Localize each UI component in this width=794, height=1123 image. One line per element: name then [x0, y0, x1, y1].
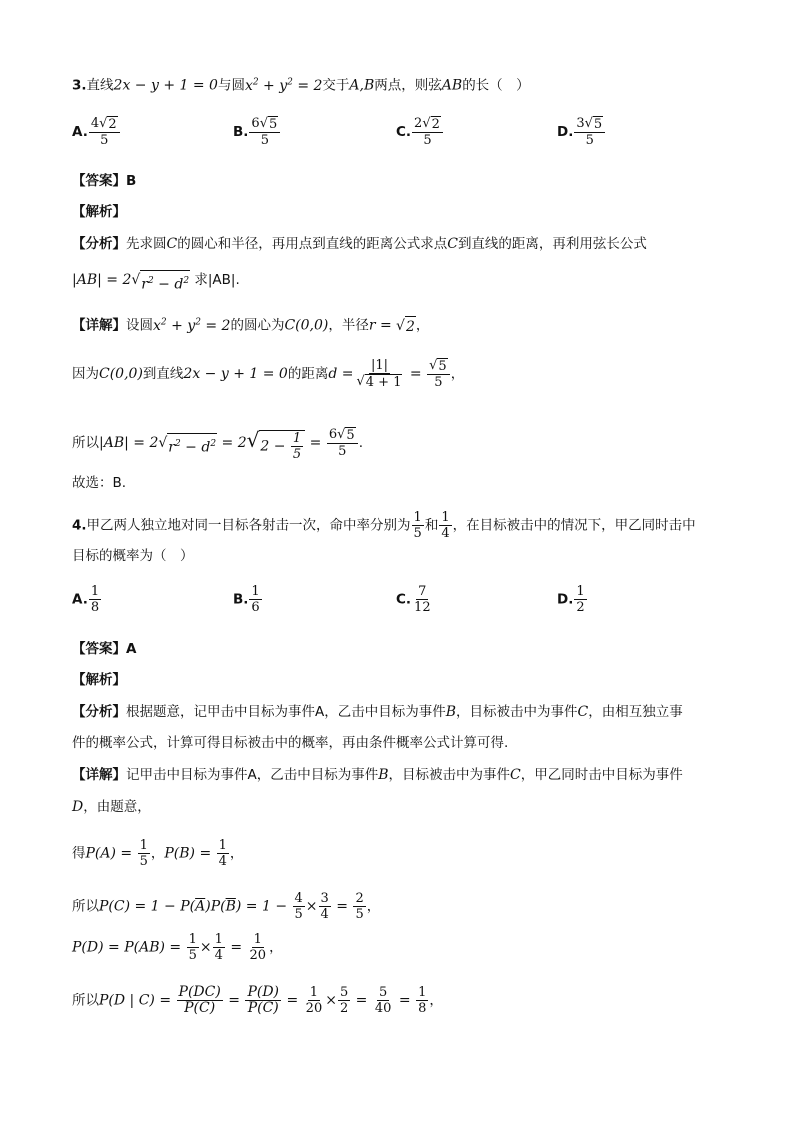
q4-fenxi-2: 件的概率公式，计算可得目标被击中的概率，再由条件概率公式计算可得. [72, 735, 509, 751]
q4-option-a: A. $\frac{1}{8}$ [72, 584, 100, 615]
q4-detail-5: P(D) = P(AB) = $\frac{1}{5}$ × $\frac{1}{4}$ = $\frac{1}{20}$ ， [72, 932, 283, 963]
q4-detail-1: 【详解】记甲击中目标为事件A，乙击中目标为事件B，目标被击中为事件C，甲乙同时击中目标为事件 [72, 767, 683, 783]
question-number: 4. [72, 517, 87, 534]
q4-answer: 【答案】A [72, 641, 137, 657]
q4-stem-line-1: 4.甲乙两人独立地对同一目标各射击一次，命中率分别为 $\frac{1}{5}$ 和 $\frac{1}{4}$ ，在目标被击中的情况下，甲乙同时击中 [72, 510, 696, 541]
q4-option-d: D. $\frac{1}{2}$ [557, 584, 585, 615]
q3-answer: 【答案】B [72, 173, 137, 189]
q4-detail-2: D，由题意， [72, 799, 151, 815]
q4-option-c: C. $\frac{7}{12}$ [396, 584, 431, 615]
q3-detail-1: 【详解】设圆$x^2 + y^2 = 2$的圆心为C(0,0)，半径r = √ 2 ， [72, 317, 430, 335]
q3-option-d: D. 3 √ 5 5 [557, 116, 606, 148]
q3-stem: 3.直线2x − y + 1 = 0与圆$x^2 + y^2 = 2$交于A,B两点，则弦AB的长（ ） [72, 77, 530, 94]
circle-equation: $x^2 + y^2 = 2$ [244, 77, 323, 94]
q4-fenxi-1: 【分析】根据题意，记甲击中目标为事件A，乙击中目标为事件B，目标被击中为事件C，由相互独立事 [72, 704, 683, 720]
question-number: 3. [72, 77, 87, 94]
q3-option-a: A. 4 √ 2 5 [72, 116, 121, 148]
q4-detail-6: 所以P(D | C) = $\frac{P(DC)}{P(C)}$ = $\frac{P(D)}{P(C)}$ = $\frac{1}{20}$ × $\frac{5}{2}$ = $\frac{5}{40}$ = $\frac{1}{8}$ ， [72, 984, 443, 1016]
q3-detail-3: 所以|AB| = 2 √ $r^2 - d^2$ = 2 √ 2 − $\frac{1}{5}$ = 6 √ 5 5 . [72, 427, 363, 462]
q4-detail-3: 得P(A) = $\frac{1}{5}$ ，P(B) = $\frac{1}{4}$ ， [72, 838, 244, 869]
q4-stem-line-2: 目标的概率为（ ） [72, 548, 194, 564]
q4-detail-4: 所以$P(C) = 1 - P(\overline{A})P(\overline{B}) = 1$ − $\frac{4}{5}$ × $\frac{3}{4}$ = $\frac{2}{5}$ ， [72, 891, 381, 922]
q3-detail-2: 因为C(0,0)到直线2x − y + 1 = 0的距离d = |1| √ 4 + 1 = √ 5 5 ， [72, 358, 465, 390]
line-equation: 2x − y + 1 = 0 [113, 77, 218, 94]
q3-fenxi: 【分析】先求圆C的圆心和半径，再用点到直线的距离公式求点C到直线的距离，再利用弦长公式 [72, 236, 647, 252]
q3-option-b: B. 6 √ 5 5 [233, 116, 281, 148]
q3-analysis-tag: 【解析】 [72, 204, 126, 220]
q3-option-c: C. 2 √ 2 5 [396, 116, 444, 148]
q3-chord-formula: |AB| = 2 √ $r^2 - d^2$ 求|AB|. [72, 272, 240, 293]
q4-option-b: B. $\frac{1}{6}$ [233, 584, 260, 615]
q3-conclusion: 故选：B. [72, 475, 127, 491]
q4-analysis-tag: 【解析】 [72, 672, 126, 688]
